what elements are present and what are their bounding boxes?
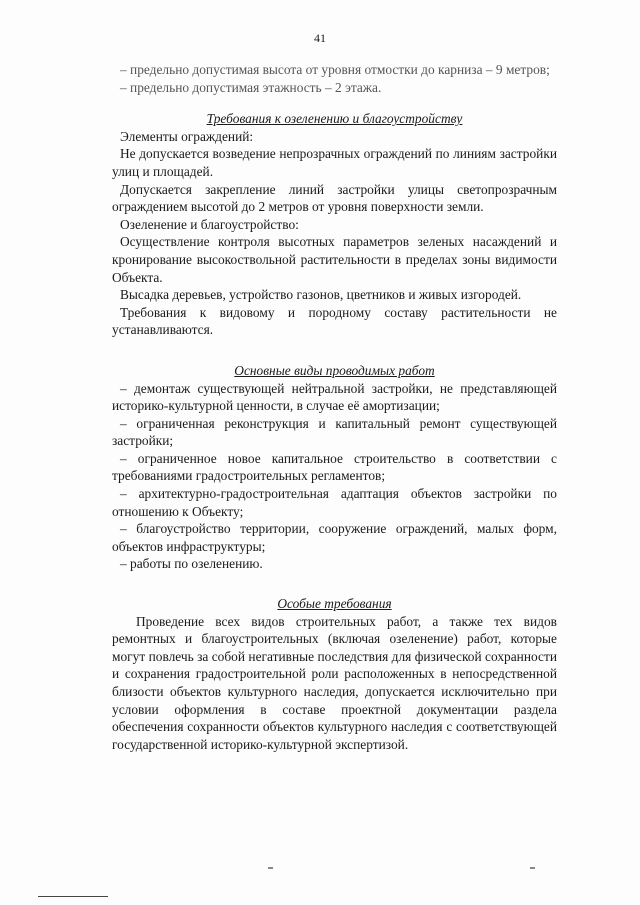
special-heading: Особые требования [277, 596, 392, 612]
works-list-item: – благоустройство территории, сооружение ограждений, малых форм, объектов инфраструктуры; [112, 521, 557, 554]
landscaping-paragraph: Допускается закрепление линий застройки улицы светопрозрачным ограждением высотой до 2 метров от уровня поверхности земли. [112, 181, 557, 215]
scan-mark [268, 867, 273, 869]
floors-limit-item: – предельно допустимая этажность – 2 этажа. [120, 79, 382, 95]
special-paragraph: Проведение всех видов строительных работ, а также тех видов ремонтных и благоустроительных (включая озеленение) работ, которые могут повлечь за собой негативные последствия для физической сохранности и сохранения градостроительной роли расположенных в непосредственной близости объектов культурного наследия, допускается исключительно при условии оформления в составе проектной документации раздела обеспечения сохранности объектов культурного наследия с соответствующей государственной историко-культурной экспертизой. [112, 613, 557, 752]
landscaping-paragraph: Требования к видовому и породному составу растительности не устанавливаются. [112, 304, 557, 338]
page-number: 41 [314, 31, 326, 45]
works-list-item: – демонтаж существующей нейтральной застройки, не представляющей историко-культурной ценности, в случае её амортизации; [112, 380, 557, 414]
scan-mark [530, 867, 535, 869]
height-limit-item: – предельно допустимая высота от уровня отмостки до карниза – 9 метров; [120, 62, 550, 77]
works-list-item: – ограниченное новое капитальное строительство в соответствии с требованиями градостроительных регламентов; [112, 450, 557, 484]
works-heading: Основные виды проводимых работ [234, 362, 435, 378]
landscaping-paragraph: Не допускается возведение непрозрачных ограждений по линиям застройки улиц и площадей. [112, 146, 557, 179]
landscaping-paragraph: Высадка деревьев, устройство газонов, цветников и живых изгородей. [120, 287, 522, 303]
footer-rule [38, 896, 108, 897]
works-list-item: – архитектурно-градостроительная адаптация объектов застройки по отношению к Объекту; [112, 486, 557, 519]
works-list-item: – работы по озеленению. [120, 556, 263, 572]
landscaping-paragraph: Осуществление контроля высотных параметров зеленых насаждений и кронирование высокоствольной растительности в пределах зоны видимости Объекта. [112, 234, 557, 285]
landscaping-heading: Требования к озеленению и благоустройству [206, 111, 463, 127]
document-body [112, 61, 557, 753]
landscaping-paragraph: Озеленение и благоустройство: [120, 216, 299, 232]
works-list-item: – ограниченная реконструкция и капитальный ремонт существующей застройки; [112, 415, 557, 449]
landscaping-paragraph: Элементы ограждений: [120, 128, 254, 144]
